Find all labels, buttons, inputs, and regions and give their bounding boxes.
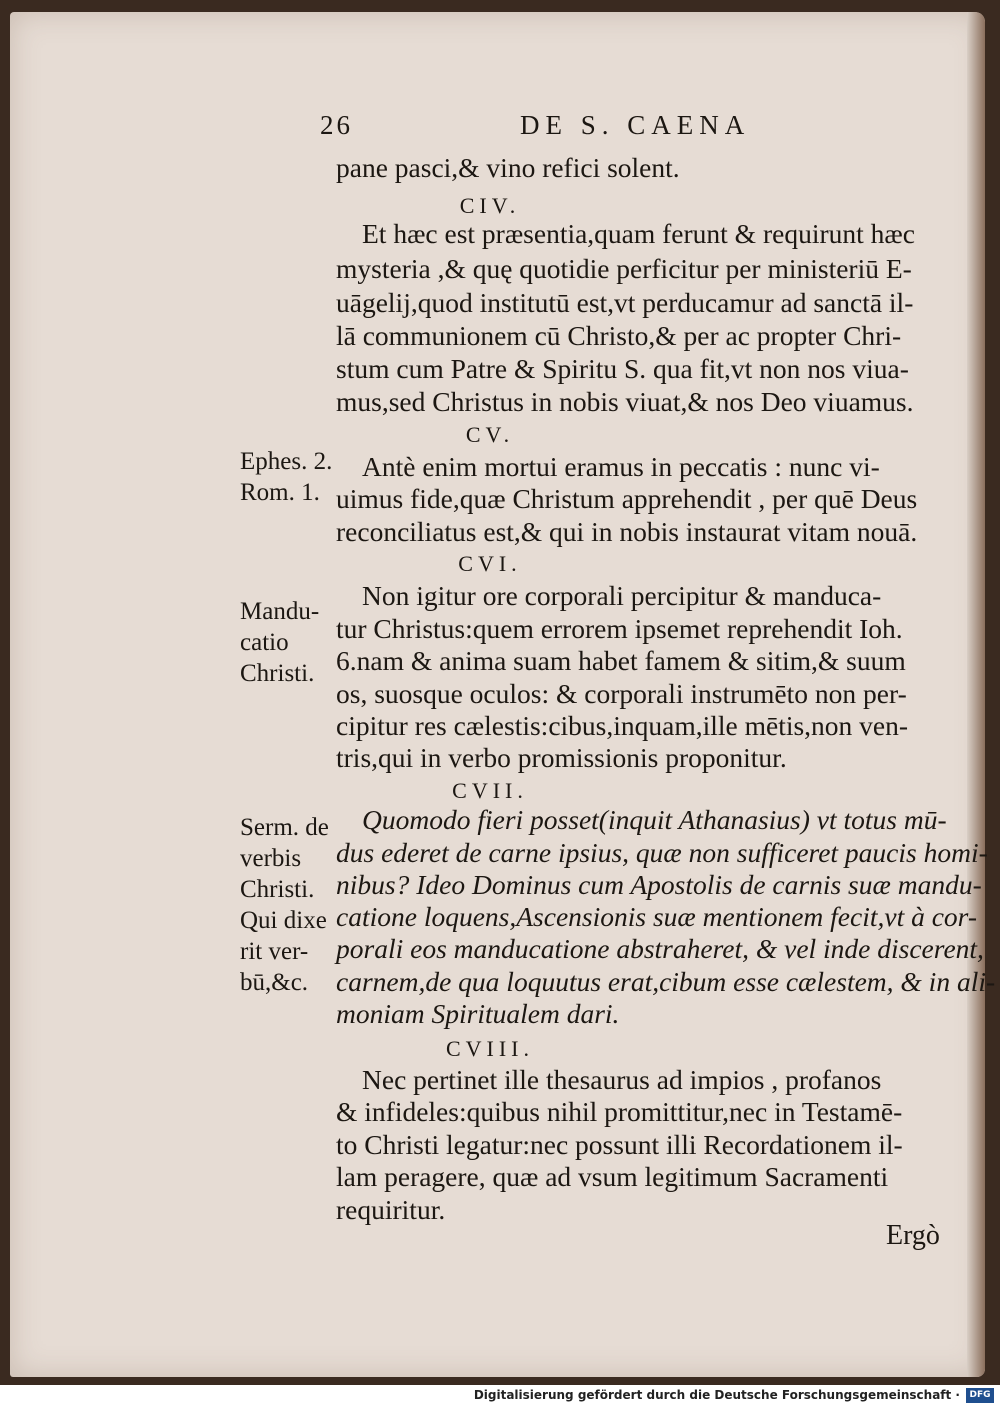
margin-note-manducatio: Mandu- catio Christi.	[240, 598, 320, 687]
dfg-logo-icon: DFG	[966, 1388, 994, 1403]
text-line: cipitur res cælestis:cibus,inquam,ille mētis,non ven-	[336, 710, 909, 741]
quotation-line: dus ederet de carne ipsius, quæ non sufficeret paucis homi-	[336, 837, 988, 868]
quotation-line: porali eos manducatione abstraheret, & vel inde discerent,	[336, 933, 984, 964]
text-line: Et hæc est præsentia,quam ferunt & requirunt hæc	[362, 218, 915, 249]
text-line: mus,sed Christus in nobis viuat,& nos Deo viuamus.	[336, 386, 914, 417]
quotation-line: moniam Spiritualem dari.	[336, 998, 620, 1029]
text-line: tur Christus:quem errorem ipsemet reprehendit Ioh.	[336, 613, 903, 644]
catchword: Ergò	[886, 1220, 940, 1251]
quotation-line: nibus? Ideo Dominus cum Apostolis de carnis suæ mandu-	[336, 869, 982, 900]
text-line: Antè enim mortui eramus in peccatis : nunc vi-	[362, 451, 880, 482]
text-line: to Christi legatur:nec possunt illi Recordationem il-	[336, 1129, 903, 1160]
text-line: mysteria ,& quę quotidie perficitur per ministeriū E-	[336, 253, 912, 284]
page-number: 26	[320, 110, 353, 140]
margin-note-sermo: Serm. de verbis Christi. Qui dixe rit ver- bū,&c.	[240, 814, 329, 996]
text-line: uāgelij,quod institutū est,vt perducamur ad sanctā il-	[336, 287, 914, 318]
text-line: lam peragere, quæ ad vsum legitimum Sacramenti	[336, 1161, 889, 1192]
text-line: reconciliatus est,& qui in nobis instaurat vitam nouā.	[336, 516, 918, 547]
digitization-footer	[0, 1385, 1000, 1406]
section-heading-cvi: CVI.	[458, 551, 522, 576]
text-line: requiritur.	[336, 1194, 446, 1225]
section-heading-cvii: CVII.	[452, 778, 528, 803]
quotation-line: carnem,de qua loquutus erat,cibum esse cælestem, & in ali-	[336, 966, 996, 997]
section-heading-cviii: CVIII.	[445, 1036, 535, 1061]
quotation-line: Quomodo fieri posset(inquit Athanasius) vt totus mū-	[362, 804, 947, 835]
text-line: & infideles:quibus nihil promittitur,nec in Testamē-	[336, 1096, 903, 1127]
text-line: os, suosque oculos: & corporali instrumēto non per-	[336, 678, 907, 709]
text-line: tris,qui in verbo promissionis proponitur.	[336, 742, 787, 773]
section-heading-civ: CIV.	[459, 193, 521, 218]
text-line: Non igitur ore corporali percipitur & manduca-	[362, 580, 882, 611]
digitization-credit: Digitalisierung gefördert durch die Deutsche Forschungsgemeinschaft ·	[473, 1388, 960, 1402]
text-line: Nec pertinet ille thesaurus ad impios , profanos	[362, 1064, 882, 1095]
text-line: stum cum Patre & Spiritu S. qua fit,vt non nos viua-	[336, 353, 909, 384]
running-title: DE S. CAENA	[520, 110, 751, 140]
section-heading-cv: CV.	[465, 422, 515, 447]
text-line: uimus fide,quæ Christum apprehendit , per quē Deus	[336, 483, 918, 514]
text-line: pane pasci,& vino refici solent.	[336, 152, 680, 183]
text-line: 6.nam & anima suam habet famem & sitim,& suum	[336, 645, 906, 676]
margin-note-ephesians: Ephes. 2. Rom. 1.	[240, 448, 333, 506]
quotation-line: catione loquens,Ascensionis suæ mentionem fecit,vt à cor-	[336, 901, 977, 932]
text-line: lā communionem cū Christo,& per ac propter Chri-	[336, 320, 902, 351]
